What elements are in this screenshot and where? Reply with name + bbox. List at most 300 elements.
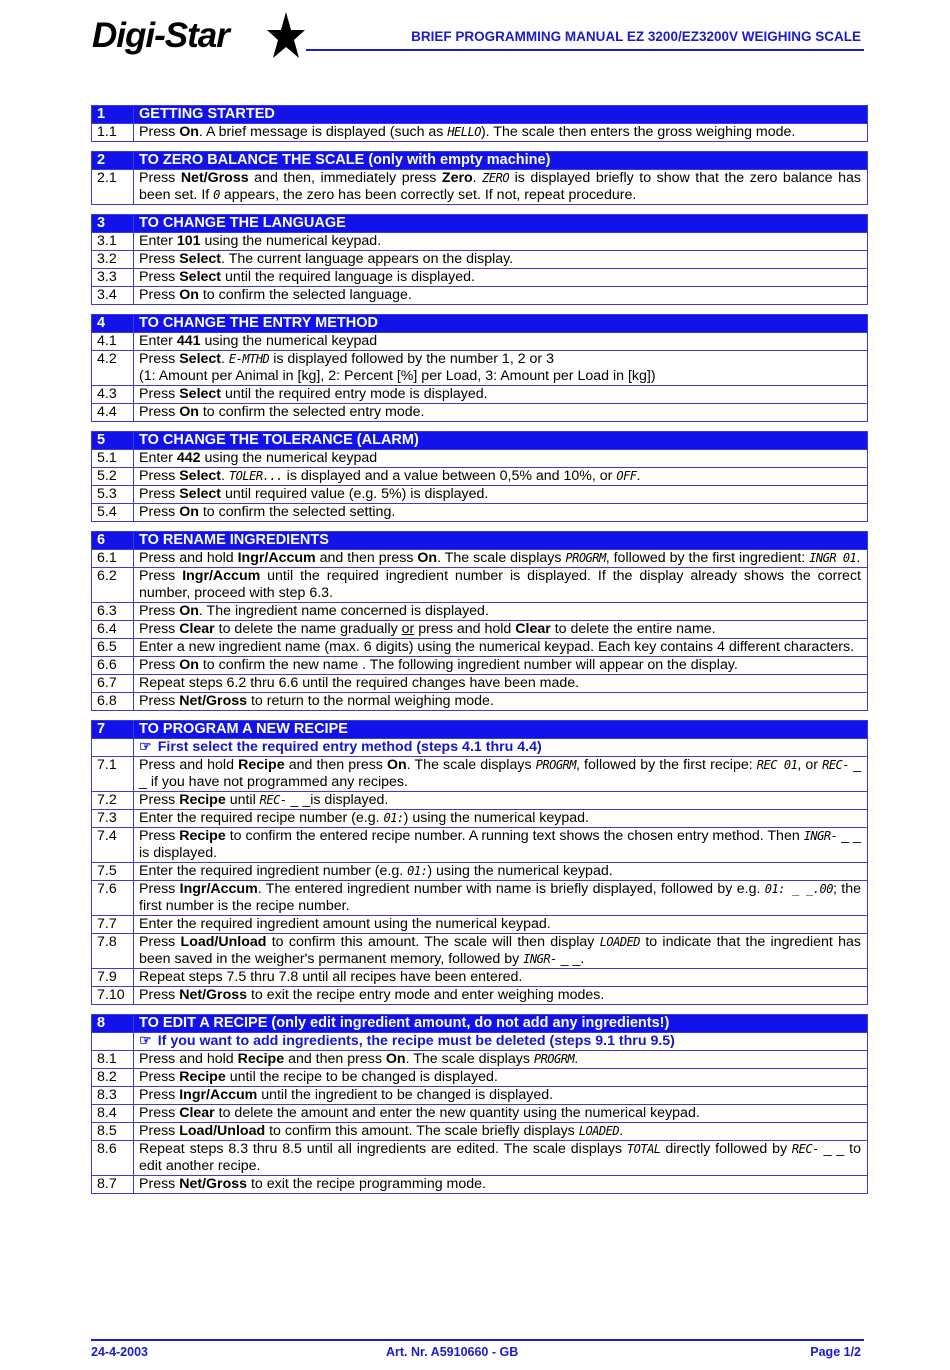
step-row	[92, 757, 868, 792]
step-number: 6.7	[97, 675, 117, 691]
step-number: 8.7	[97, 1176, 117, 1192]
step-number: 6.3	[97, 603, 117, 619]
step-text: _ _.	[556, 951, 585, 967]
section-number-cell	[92, 215, 134, 233]
step-number: 8.1	[97, 1051, 117, 1067]
step-number-cell	[92, 351, 134, 386]
step-row	[92, 1141, 868, 1176]
step-text: using the numerical keypad	[200, 333, 378, 349]
step-text-cell	[134, 621, 868, 639]
step-text-cell	[134, 881, 868, 916]
step-number-cell	[92, 287, 134, 305]
step-text: (1: Amount per Animal in [kg], 2: Percent [%] per Load, 3: Amount per Load in [kg])	[139, 368, 656, 384]
step-number: 6.5	[97, 639, 117, 655]
step-text: Repeat steps 6.2 thru 6.6 until the required changes have been made.	[139, 675, 580, 691]
key-name: On	[385, 1051, 406, 1067]
section-header	[92, 106, 868, 124]
step-text-cell	[134, 603, 868, 621]
section-number: 7	[97, 721, 106, 737]
step-text-cell	[134, 386, 868, 404]
step-text: Press	[139, 287, 180, 303]
step-text: to indicate that the ingredient has been saved in the weigher's permanent memory, followed by	[139, 934, 861, 967]
step-text: and then, immediately press	[248, 170, 442, 186]
step-row	[92, 863, 868, 881]
step-number: 4.1	[97, 333, 117, 349]
step-text-cell	[134, 863, 868, 881]
section-note: If you want to add ingredients, the recipe must be deleted (steps 9.1 thru 9.5)	[157, 1033, 675, 1049]
section-number: 4	[97, 315, 106, 331]
document-title: BRIEF PROGRAMMING MANUAL EZ 3200/EZ3200V WEIGHING SCALE	[411, 29, 861, 44]
step-row	[92, 1176, 868, 1194]
step-number-cell	[92, 550, 134, 568]
step-text: Press	[139, 828, 180, 844]
step-row	[92, 621, 868, 639]
step-text-cell	[134, 916, 868, 934]
step-text: Press	[139, 468, 180, 484]
key-name: 101	[176, 233, 201, 249]
section-number: 6	[97, 532, 106, 548]
step-row	[92, 468, 868, 486]
step-text-cell	[134, 1123, 868, 1141]
spacer-cell	[92, 205, 134, 215]
step-text-cell	[134, 269, 868, 287]
step-number: 6.2	[97, 568, 117, 584]
step-text: press and hold	[414, 621, 516, 637]
display-message: LOADED	[578, 1124, 620, 1138]
step-text: Press	[139, 386, 180, 402]
step-row	[92, 828, 868, 863]
step-number-cell	[92, 269, 134, 287]
step-text-cell	[134, 1176, 868, 1194]
section-number: 8	[97, 1015, 106, 1031]
step-text: _ _ to edit another recipe.	[139, 1141, 861, 1174]
display-message: INGR-	[523, 952, 557, 966]
step-row	[92, 810, 868, 828]
key-name: Zero	[441, 170, 473, 186]
spacer-cell	[134, 205, 868, 215]
key-name: Select	[179, 386, 222, 402]
step-row	[92, 881, 868, 916]
section-title: TO CHANGE THE TOLERANCE (ALARM)	[139, 432, 419, 448]
step-text-cell	[134, 639, 868, 657]
step-text: Enter the required ingredient number (e.g.	[139, 863, 408, 879]
step-text-cell	[134, 657, 868, 675]
step-text-cell	[134, 1051, 868, 1069]
section-title: TO ZERO BALANCE THE SCALE (only with empty machine)	[139, 152, 551, 168]
section-title-cell	[134, 721, 868, 739]
step-text: Press and hold	[139, 550, 238, 566]
step-number: 7.6	[97, 881, 117, 897]
step-text: ; the first number is the recipe number.	[139, 881, 861, 914]
spacer-cell	[134, 1005, 868, 1015]
step-text: Press	[139, 934, 181, 950]
step-text: .	[472, 170, 483, 186]
section-header	[92, 152, 868, 170]
step-row	[92, 693, 868, 711]
step-number-cell	[92, 1087, 134, 1105]
step-number-cell	[92, 504, 134, 522]
step-text: Press	[139, 269, 180, 285]
step-number-cell	[92, 1141, 134, 1176]
step-text: Press	[139, 603, 180, 619]
step-row	[92, 934, 868, 969]
step-row	[92, 251, 868, 269]
step-number-cell	[92, 486, 134, 504]
step-text: ) using the numerical keypad.	[427, 863, 613, 879]
step-text: until required value (e.g. 5%) is displayed.	[221, 486, 489, 502]
step-number-cell	[92, 828, 134, 863]
section-title-cell	[134, 106, 868, 124]
step-number: 8.2	[97, 1069, 117, 1085]
step-text: .	[856, 550, 861, 566]
step-number-cell	[92, 333, 134, 351]
step-number: 7.5	[97, 863, 117, 879]
step-text-cell	[134, 233, 868, 251]
step-text: Repeat steps 7.5 thru 7.8 until all recipes have been entered.	[139, 969, 523, 985]
step-text-cell	[134, 251, 868, 269]
step-text: to return to the normal weighing mode.	[247, 693, 494, 709]
step-row	[92, 170, 868, 205]
note-number-cell	[92, 739, 134, 757]
display-message: 01:	[407, 864, 428, 878]
key-name: On	[179, 504, 199, 520]
footer-article-number: Art. Nr. A5910660 - GB	[386, 1345, 519, 1359]
step-number: 8.3	[97, 1087, 117, 1103]
key-name: Select	[179, 486, 222, 502]
step-number: 8.4	[97, 1105, 117, 1121]
step-number: 8.6	[97, 1141, 117, 1157]
key-name: On	[179, 124, 199, 140]
logo-text: Digi-Star	[92, 16, 229, 55]
step-row	[92, 969, 868, 987]
key-name: On	[179, 657, 199, 673]
section-number-cell	[92, 432, 134, 450]
key-name: Net/Gross	[179, 693, 248, 709]
step-text-cell	[134, 550, 868, 568]
step-text: Enter the required ingredient amount using the numerical keypad.	[139, 916, 551, 932]
step-number-cell	[92, 810, 134, 828]
step-number-cell	[92, 693, 134, 711]
key-name: On	[179, 404, 199, 420]
step-text-cell	[134, 170, 868, 205]
step-text: Press	[139, 504, 180, 520]
step-text-cell	[134, 675, 868, 693]
step-text: Press	[139, 1105, 180, 1121]
step-row	[92, 269, 868, 287]
step-number-cell	[92, 1123, 134, 1141]
step-text-cell	[134, 1069, 868, 1087]
step-text: is displayed briefly to show that the zero balance has been set. If	[139, 170, 861, 203]
step-text: Press	[139, 1123, 180, 1139]
section-header	[92, 432, 868, 450]
step-text: Press	[139, 792, 180, 808]
step-number: 5.3	[97, 486, 117, 502]
step-text: to delete the name gradually	[214, 621, 402, 637]
step-text-cell	[134, 1087, 868, 1105]
spacer-cell	[134, 305, 868, 315]
key-name: On	[179, 287, 199, 303]
spacer-cell	[134, 522, 868, 532]
spacer-cell	[92, 305, 134, 315]
step-number-cell	[92, 621, 134, 639]
key-name: Select	[179, 269, 222, 285]
step-text: , or	[797, 757, 823, 773]
step-text: Press and hold	[139, 1051, 238, 1067]
step-number: 3.3	[97, 269, 117, 285]
step-text: Enter the required recipe number (e.g.	[139, 810, 384, 826]
step-row	[92, 351, 868, 386]
step-text-cell	[134, 792, 868, 810]
display-message: REC 01	[756, 758, 798, 772]
key-name: Clear	[515, 621, 551, 637]
key-name: Recipe	[179, 792, 226, 808]
step-number: 3.4	[97, 287, 117, 303]
section-title: TO EDIT A RECIPE (only edit ingredient amount, do not add any ingredients!)	[139, 1015, 670, 1031]
step-text: Press	[139, 568, 183, 584]
step-text: Press	[139, 170, 181, 186]
step-text: Press	[139, 404, 180, 420]
step-number: 7.4	[97, 828, 117, 844]
step-row	[92, 1051, 868, 1069]
step-number-cell	[92, 881, 134, 916]
step-text-cell	[134, 468, 868, 486]
spacer-cell	[92, 711, 134, 721]
step-number: 4.3	[97, 386, 117, 402]
section-title: TO PROGRAM A NEW RECIPE	[139, 721, 348, 737]
spacer-cell	[92, 422, 134, 432]
section-header	[92, 215, 868, 233]
step-text: Press	[139, 881, 180, 897]
key-name: On	[387, 757, 407, 773]
key-name: Net/Gross	[179, 1176, 248, 1192]
step-row	[92, 450, 868, 468]
header-divider	[306, 49, 864, 51]
step-text: . The scale displays	[405, 1051, 534, 1067]
step-text: Press	[139, 351, 180, 367]
display-message: OFF	[616, 469, 637, 483]
step-text: Press	[139, 251, 180, 267]
step-row	[92, 987, 868, 1005]
step-text-cell	[134, 969, 868, 987]
key-name: Ingr/Accum	[179, 1087, 258, 1103]
step-row	[92, 386, 868, 404]
step-text: . The current language appears on the display.	[221, 251, 514, 267]
key-name: Select	[179, 251, 222, 267]
step-text: to confirm the selected language.	[198, 287, 412, 303]
note-text-cell	[134, 739, 868, 757]
step-row	[92, 603, 868, 621]
step-text: until the required language is displayed.	[221, 269, 475, 285]
step-number-cell	[92, 450, 134, 468]
step-number: 6.8	[97, 693, 117, 709]
step-number: 7.7	[97, 916, 117, 932]
spacer-cell	[134, 422, 868, 432]
step-number: 4.2	[97, 351, 117, 367]
section-title-cell	[134, 432, 868, 450]
key-name: Recipe	[238, 757, 285, 773]
step-text-cell	[134, 486, 868, 504]
step-number-cell	[92, 675, 134, 693]
step-text-cell	[134, 404, 868, 422]
display-message: INGR 01	[809, 551, 857, 565]
instruction-table-body	[92, 106, 868, 1194]
section-spacer	[92, 711, 868, 721]
step-text-cell	[134, 124, 868, 142]
key-name: 441	[176, 333, 201, 349]
step-number: 1.1	[97, 124, 117, 140]
step-row	[92, 504, 868, 522]
step-text: using the numerical keypad	[200, 450, 378, 466]
step-number: 3.1	[97, 233, 117, 249]
section-title: TO CHANGE THE ENTRY METHOD	[139, 315, 378, 331]
section-title: TO CHANGE THE LANGUAGE	[139, 215, 346, 231]
step-text: using the numerical keypad.	[200, 233, 382, 249]
key-name: On	[179, 603, 199, 619]
step-text: Press	[139, 1176, 180, 1192]
display-message: HELLO	[447, 125, 481, 139]
step-text: Repeat steps 8.3 thru 8.5 until all ingredients are edited. The scale displays	[139, 1141, 627, 1157]
section-number: 1	[97, 106, 106, 122]
display-message: E-MTHD	[228, 352, 270, 366]
step-text-cell	[134, 351, 868, 386]
pointing-hand-icon: ☞	[139, 739, 152, 755]
step-number: 6.6	[97, 657, 117, 673]
step-number: 8.5	[97, 1123, 117, 1139]
step-row	[92, 333, 868, 351]
step-number-cell	[92, 468, 134, 486]
key-name: Recipe	[179, 828, 226, 844]
step-text: Press	[139, 1069, 180, 1085]
display-message: PROGRM	[565, 551, 606, 565]
key-name: 442	[176, 450, 201, 466]
step-text: Press	[139, 657, 180, 673]
step-row	[92, 124, 868, 142]
step-text: .	[636, 468, 641, 484]
step-text-cell	[134, 504, 868, 522]
step-text: Press	[139, 693, 180, 709]
section-number-cell	[92, 532, 134, 550]
step-text: ) using the numerical keypad.	[403, 810, 589, 826]
note-text-cell	[134, 1033, 868, 1051]
section-header	[92, 532, 868, 550]
step-text: to confirm the selected entry mode.	[198, 404, 425, 420]
key-name: Net/Gross	[179, 987, 248, 1003]
step-text: is displayed and a value between 0,5% and 10%, or	[282, 468, 617, 484]
step-text: , followed by the first recipe:	[576, 757, 757, 773]
display-message: ZERO	[482, 171, 510, 185]
spacer-cell	[134, 142, 868, 152]
step-text: Press and hold	[139, 757, 239, 773]
step-number: 7.10	[97, 987, 125, 1003]
step-number-cell	[92, 757, 134, 792]
display-message: REC-	[791, 1142, 819, 1156]
section-spacer	[92, 522, 868, 532]
step-number: 2.1	[97, 170, 117, 186]
step-text: _ _is displayed.	[286, 792, 389, 808]
display-message: 01: _ _.00	[764, 882, 833, 896]
step-number: 5.1	[97, 450, 117, 466]
step-text: to confirm the selected setting.	[198, 504, 396, 520]
step-number-cell	[92, 657, 134, 675]
section-header	[92, 1015, 868, 1033]
display-message: TOLER...	[228, 469, 283, 483]
step-row	[92, 287, 868, 305]
step-text-cell	[134, 934, 868, 969]
step-row	[92, 550, 868, 568]
key-name: Load/Unload	[179, 1123, 266, 1139]
section-title: GETTING STARTED	[139, 106, 275, 122]
step-text: Enter	[139, 233, 177, 249]
step-text: . The entered ingredient number with name is briefly displayed, followed by e.g.	[257, 881, 765, 897]
step-row	[92, 1087, 868, 1105]
step-row	[92, 639, 868, 657]
spacer-cell	[92, 1005, 134, 1015]
step-text: until the recipe to be changed is displayed.	[225, 1069, 498, 1085]
step-text: _ _ if you have not programmed any recipes.	[139, 757, 861, 790]
step-text: . The ingredient name concerned is displayed.	[198, 603, 489, 619]
step-text-cell	[134, 1105, 868, 1123]
step-text: Press	[139, 987, 180, 1003]
key-name: Clear	[179, 621, 215, 637]
step-text: . A brief message is displayed (such as	[198, 124, 448, 140]
spacer-cell	[134, 711, 868, 721]
step-number: 7.1	[97, 757, 117, 773]
display-message: 0	[213, 188, 220, 202]
step-number-cell	[92, 1051, 134, 1069]
step-text: until the required entry mode is displayed.	[221, 386, 488, 402]
step-number-cell	[92, 987, 134, 1005]
step-text: , followed by the first ingredient:	[605, 550, 810, 566]
step-text: is displayed followed by the number 1, 2 or 3	[269, 351, 554, 367]
section-header	[92, 315, 868, 333]
step-row	[92, 1069, 868, 1087]
step-text: Press	[139, 621, 180, 637]
section-header	[92, 721, 868, 739]
display-message: 01:	[383, 811, 404, 825]
display-message: INGR-	[803, 829, 838, 843]
display-message: REC-	[822, 758, 849, 772]
step-text: Enter	[139, 450, 177, 466]
step-row	[92, 233, 868, 251]
step-text-cell	[134, 828, 868, 863]
section-number: 2	[97, 152, 106, 168]
step-text-cell	[134, 450, 868, 468]
step-text-cell	[134, 810, 868, 828]
step-number: 3.2	[97, 251, 117, 267]
instruction-table	[91, 105, 868, 1194]
key-name: Select	[179, 468, 222, 484]
section-title-cell	[134, 532, 868, 550]
section-number-cell	[92, 1015, 134, 1033]
step-text: and then press	[284, 1051, 386, 1067]
spacer-cell	[92, 522, 134, 532]
step-number-cell	[92, 1069, 134, 1087]
step-text: until the required ingredient number is displayed. If the display already shows the correct number, proceed with step 6.3.	[139, 568, 861, 601]
display-message: PROGRM	[533, 1052, 575, 1066]
step-text: Press	[139, 486, 180, 502]
step-row	[92, 404, 868, 422]
section-title-cell	[134, 315, 868, 333]
step-number-cell	[92, 1176, 134, 1194]
section-spacer	[92, 305, 868, 315]
step-text: appears, the zero has been correctly set. If not, repeat procedure.	[219, 187, 637, 203]
section-title-cell	[134, 1015, 868, 1033]
footer-page-number: Page 1/2	[810, 1345, 861, 1359]
key-name: Ingr/Accum	[182, 568, 261, 584]
key-name: Clear	[179, 1105, 215, 1121]
step-number-cell	[92, 916, 134, 934]
digi-star-logo	[92, 12, 306, 60]
